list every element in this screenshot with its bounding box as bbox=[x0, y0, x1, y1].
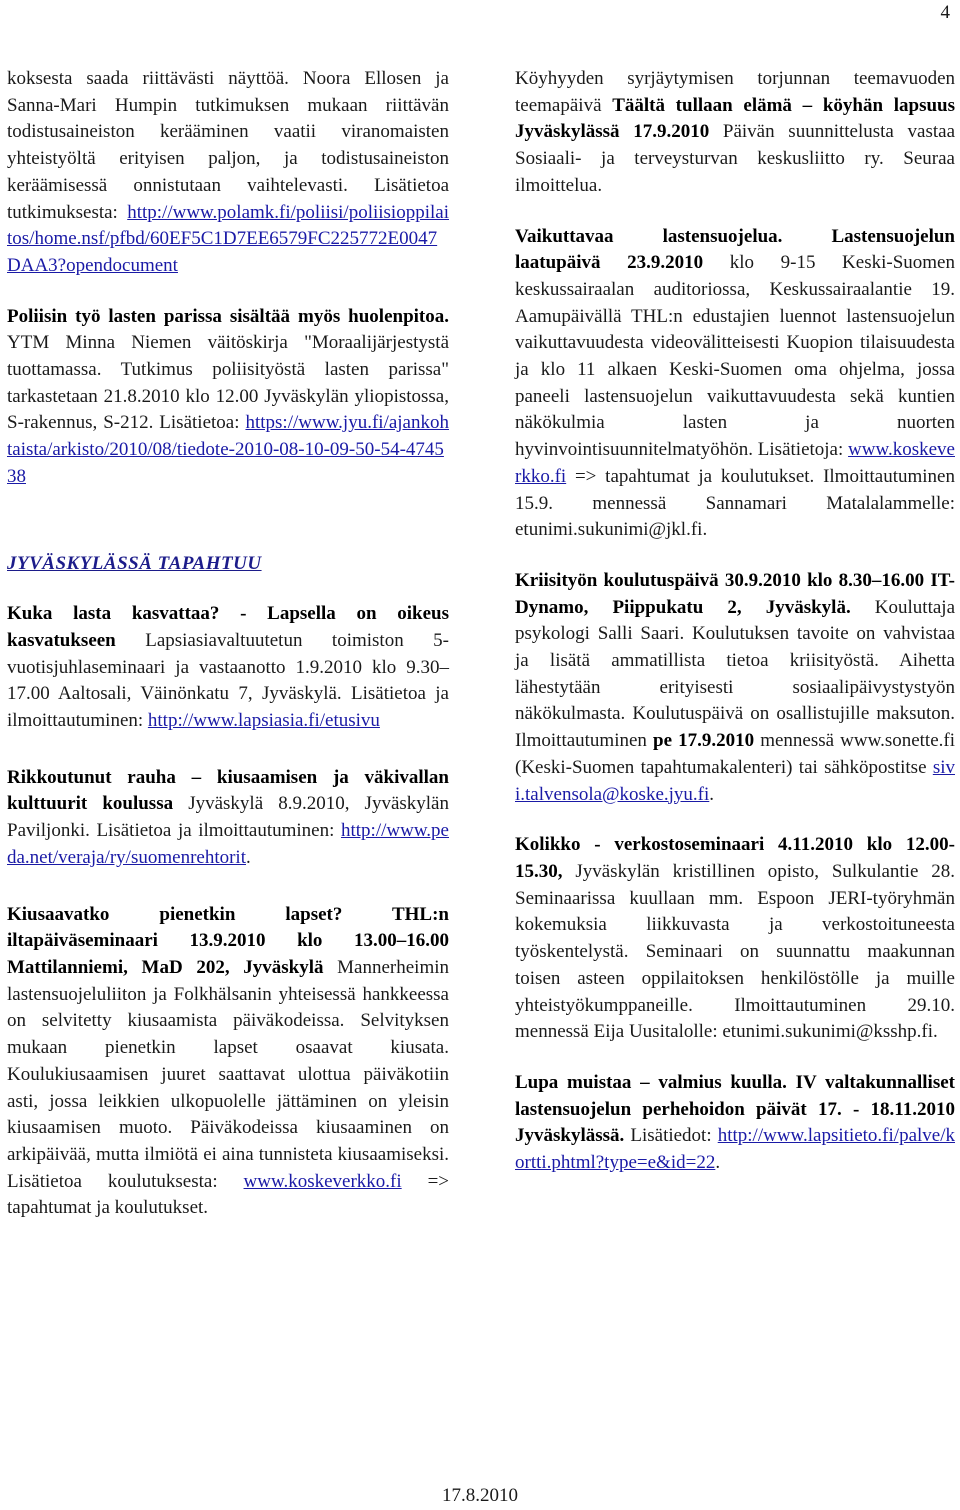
event-vaikuttavaa bbox=[515, 224, 955, 544]
koskeverkko-link-left[interactable]: www.koskeverkko.fi bbox=[243, 1170, 402, 1192]
lupa-after: . bbox=[715, 1152, 721, 1174]
koyhyys-title: Täältä tullaan elämä – köyhän lapsuus Jyväskylässä 17.9.2010 bbox=[515, 94, 955, 143]
police-text: YTM Minna Niemen väitöskirja "Moraalijärjestystä tuottamassa. Tutkimus poliisityöstä lasten parissa" tarkastetaan 21.8.2010 klo 12.00 Jyväskylän yliopistossa, S-rakennus, S-212. Lisätietoa: bbox=[7, 332, 449, 434]
jyu-link[interactable]: https://www.jyu.fi/ajankohtaista/arkisto/2010/08/tiedote-2010-08-10-09-50-54-474538 bbox=[7, 412, 449, 487]
kriisityon-text1: Kouluttaja psykologi Salli Saari. Koulutuksen tavoite on vahvistaa ja lisätä ammatillista tietoa kriisityöstä. Aihetta lähestytään erityisesti sosiaalipäivystystyön näkökulmasta. Koulutuspäivä on osallistujille maksuton. Ilmoittautuminen bbox=[515, 596, 955, 752]
peda-link[interactable]: http://www.peda.net/veraja/ry/suomenrehtorit bbox=[7, 820, 449, 868]
lupa-text: Lisätiedot: bbox=[624, 1125, 718, 1147]
page-number: 4 bbox=[940, 2, 950, 23]
lapsiasia-link[interactable]: http://www.lapsiasia.fi/etusivu bbox=[147, 710, 380, 732]
kuka-text: Lapsiasiavaltuutetun toimiston 5-vuotisjuhlaseminaari ja vastaanotto 1.9.2010 klo 9.30–17.00 Aaltosali, Väinönkatu 7, Jyväskylä. Lisätietoa ja ilmoittautuminen: bbox=[7, 629, 449, 732]
right-column bbox=[515, 66, 955, 1177]
intro-text: koksesta saada riittävästi näyttöä. Noora Ellosen ja Sanna-Mari Humpin tutkimuksen mukaan riittävän todistusaineiston kerääminen vaatii viranomaisten yhteistyöltä erityisen paljon, ja todistusaineiston keräämisessä onnistutaan vaihtelevasti. Lisätietoa tutkimuksesta: bbox=[7, 68, 449, 223]
article-police bbox=[7, 304, 449, 491]
event-kriisityon bbox=[515, 568, 955, 808]
article-intro bbox=[7, 66, 449, 280]
kolikko-title: Kolikko - verkostoseminaari 4.11.2010 klo 12.00-15.30, bbox=[515, 834, 955, 882]
kriisityon-deadline: pe 17.9.2010 bbox=[653, 730, 755, 752]
vaikuttavaa-title: Vaikuttavaa lastensuojelua. Lastensuojelun laatupäivä 23.9.2010 bbox=[515, 225, 955, 274]
rauha-after: . bbox=[246, 846, 251, 868]
kriisityon-text2: mennessä www.sonette.fi (Keski-Suomen tapahtumakalenteri) tai sähköpostitse bbox=[515, 730, 955, 778]
police-title: Poliisin työ lasten parissa sisältää myös huolenpitoa. bbox=[7, 305, 449, 327]
lupa-title: Lupa muistaa – valmius kuulla. IV valtakunnalliset lastensuojelun perhehoidon päivät 17. - 18.11.2010 Jyväskylässä. bbox=[515, 1071, 955, 1147]
left-column bbox=[7, 66, 449, 1222]
section-heading bbox=[7, 551, 449, 578]
email-link[interactable]: sivi.talvensola@koske.jyu.fi bbox=[515, 756, 955, 805]
kriisityon-after: . bbox=[709, 783, 715, 805]
kuka-title: Kuka lasta kasvattaa? - Lapsella on oikeus kasvatukseen bbox=[7, 603, 449, 651]
koskeverkko-link-right[interactable]: www.koskeverkko.fi bbox=[515, 439, 955, 487]
kiusaavatko-title: Kiusaavatko pienetkin lapset? THL:n iltapäiväseminaari 13.9.2010 klo 13.00–16.00 Mattilanniemi, MaD 202, Jyväskylä bbox=[7, 903, 449, 978]
kiusaavatko-after: => tapahtumat ja koulutukset. bbox=[7, 1170, 450, 1219]
section-title: JYVÄSKYLÄSSÄ TAPAHTUU bbox=[7, 552, 262, 574]
lapsitieto-link[interactable]: http://www.lapsitieto.fi/palve/kortti.phtml?type=e&id=22 bbox=[515, 1125, 955, 1174]
rauha-title: Rikkoutunut rauha – kiusaamisen ja väkivallan kulttuurit koulussa bbox=[7, 766, 449, 815]
event-koyhyys bbox=[515, 66, 955, 200]
kiusaavatko-text: Mannerheimin lastensuojeluliiton ja Folkhälsanin yhteisessä hankkeessa on selvitetty kiusaamista päiväkodeissa. Selvityksen mukaan pienetkin lapset osaavat kiusata. Koulukiusaamisen juuret saattavat ulottua päiväkotiin asti, jossa leikkien ulkopuolelle jättäminen on yleisin kiusaamisen muoto. Päiväkodeissa kiusaaminen on arkipäivää, mutta ilmiötä ei aina tunnisteta kiusaamiseksi. Lisätietoa koulutuksesta: bbox=[7, 956, 450, 1192]
rauha-text: Jyväskylä 8.9.2010, Jyväskylän Paviljonki. Lisätietoa ja ilmoittautuminen: bbox=[7, 793, 449, 842]
kolikko-text: Jyväskylän kristillinen opisto, Sulkulantie 28. Seminaarissa kuullaan mm. Espoon JERI-työryhmän kokemuksia liikkuvasta ja verkostoituneesta työskentelystä. Seminaari on suunnattu maakunnan toisen asteen oppilaitoksen henkilöstölle ja muille yhteistyökumppaneille. Ilmoittautuminen 29.10. mennessä Eija Uusitalolle: etunimi.sukunimi@ksshp.fi. bbox=[515, 860, 955, 1043]
footer-date: 17.8.2010 bbox=[442, 1485, 518, 1507]
vaikuttavaa-text: klo 9-15 Keski-Suomen keskussairaalan auditoriossa, Keskussairaalantie 19. Aamupäivällä THL:n edustajien luennot lastensuojelun vaikuttavuudesta videovälitteisesti Kuopion tilaisuudesta ja klo 11 alkaen Keski-Suomen oma ohjelma, jossa paneeli lastensuojelun vaikuttavuudesta sekä kuntien näkökulmia lasten ja nuorten hyvinvointisuunnitelmatyöhön. Lisätietoja: bbox=[515, 252, 955, 461]
event-lupa bbox=[515, 1070, 955, 1177]
koyhyys-text1: Köyhyyden syrjäytymisen torjunnan teemavuoden teemapäivä bbox=[515, 68, 955, 116]
vaikuttavaa-after: => tapahtumat ja koulutukset. Ilmoittautuminen 15.9. mennessä Sannamari Matalalammelle: etunimi.sukunimi@jkl.fi. bbox=[515, 465, 955, 541]
polamk-link[interactable]: http://www.polamk.fi/poliisi/poliisioppilaitos/home.nsf/pfbd/60EF5C1D7EE6579FC225772E0047DAA3?opendocument bbox=[7, 201, 449, 276]
kriisityon-title: Kriisityön koulutuspäivä 30.9.2010 klo 8.30–16.00 IT-Dynamo, Piippukatu 2, Jyväskylä. bbox=[515, 569, 955, 618]
koyhyys-text2: Päivän suunnittelusta vastaa Sosiaali- ja terveysturvan keskusliitto ry. Seuraa ilmoittelua. bbox=[515, 121, 956, 196]
event-kolikko bbox=[515, 832, 955, 1046]
event-kuka bbox=[7, 601, 449, 735]
event-rauha bbox=[7, 765, 449, 872]
event-kiusaavatko bbox=[7, 902, 449, 1222]
